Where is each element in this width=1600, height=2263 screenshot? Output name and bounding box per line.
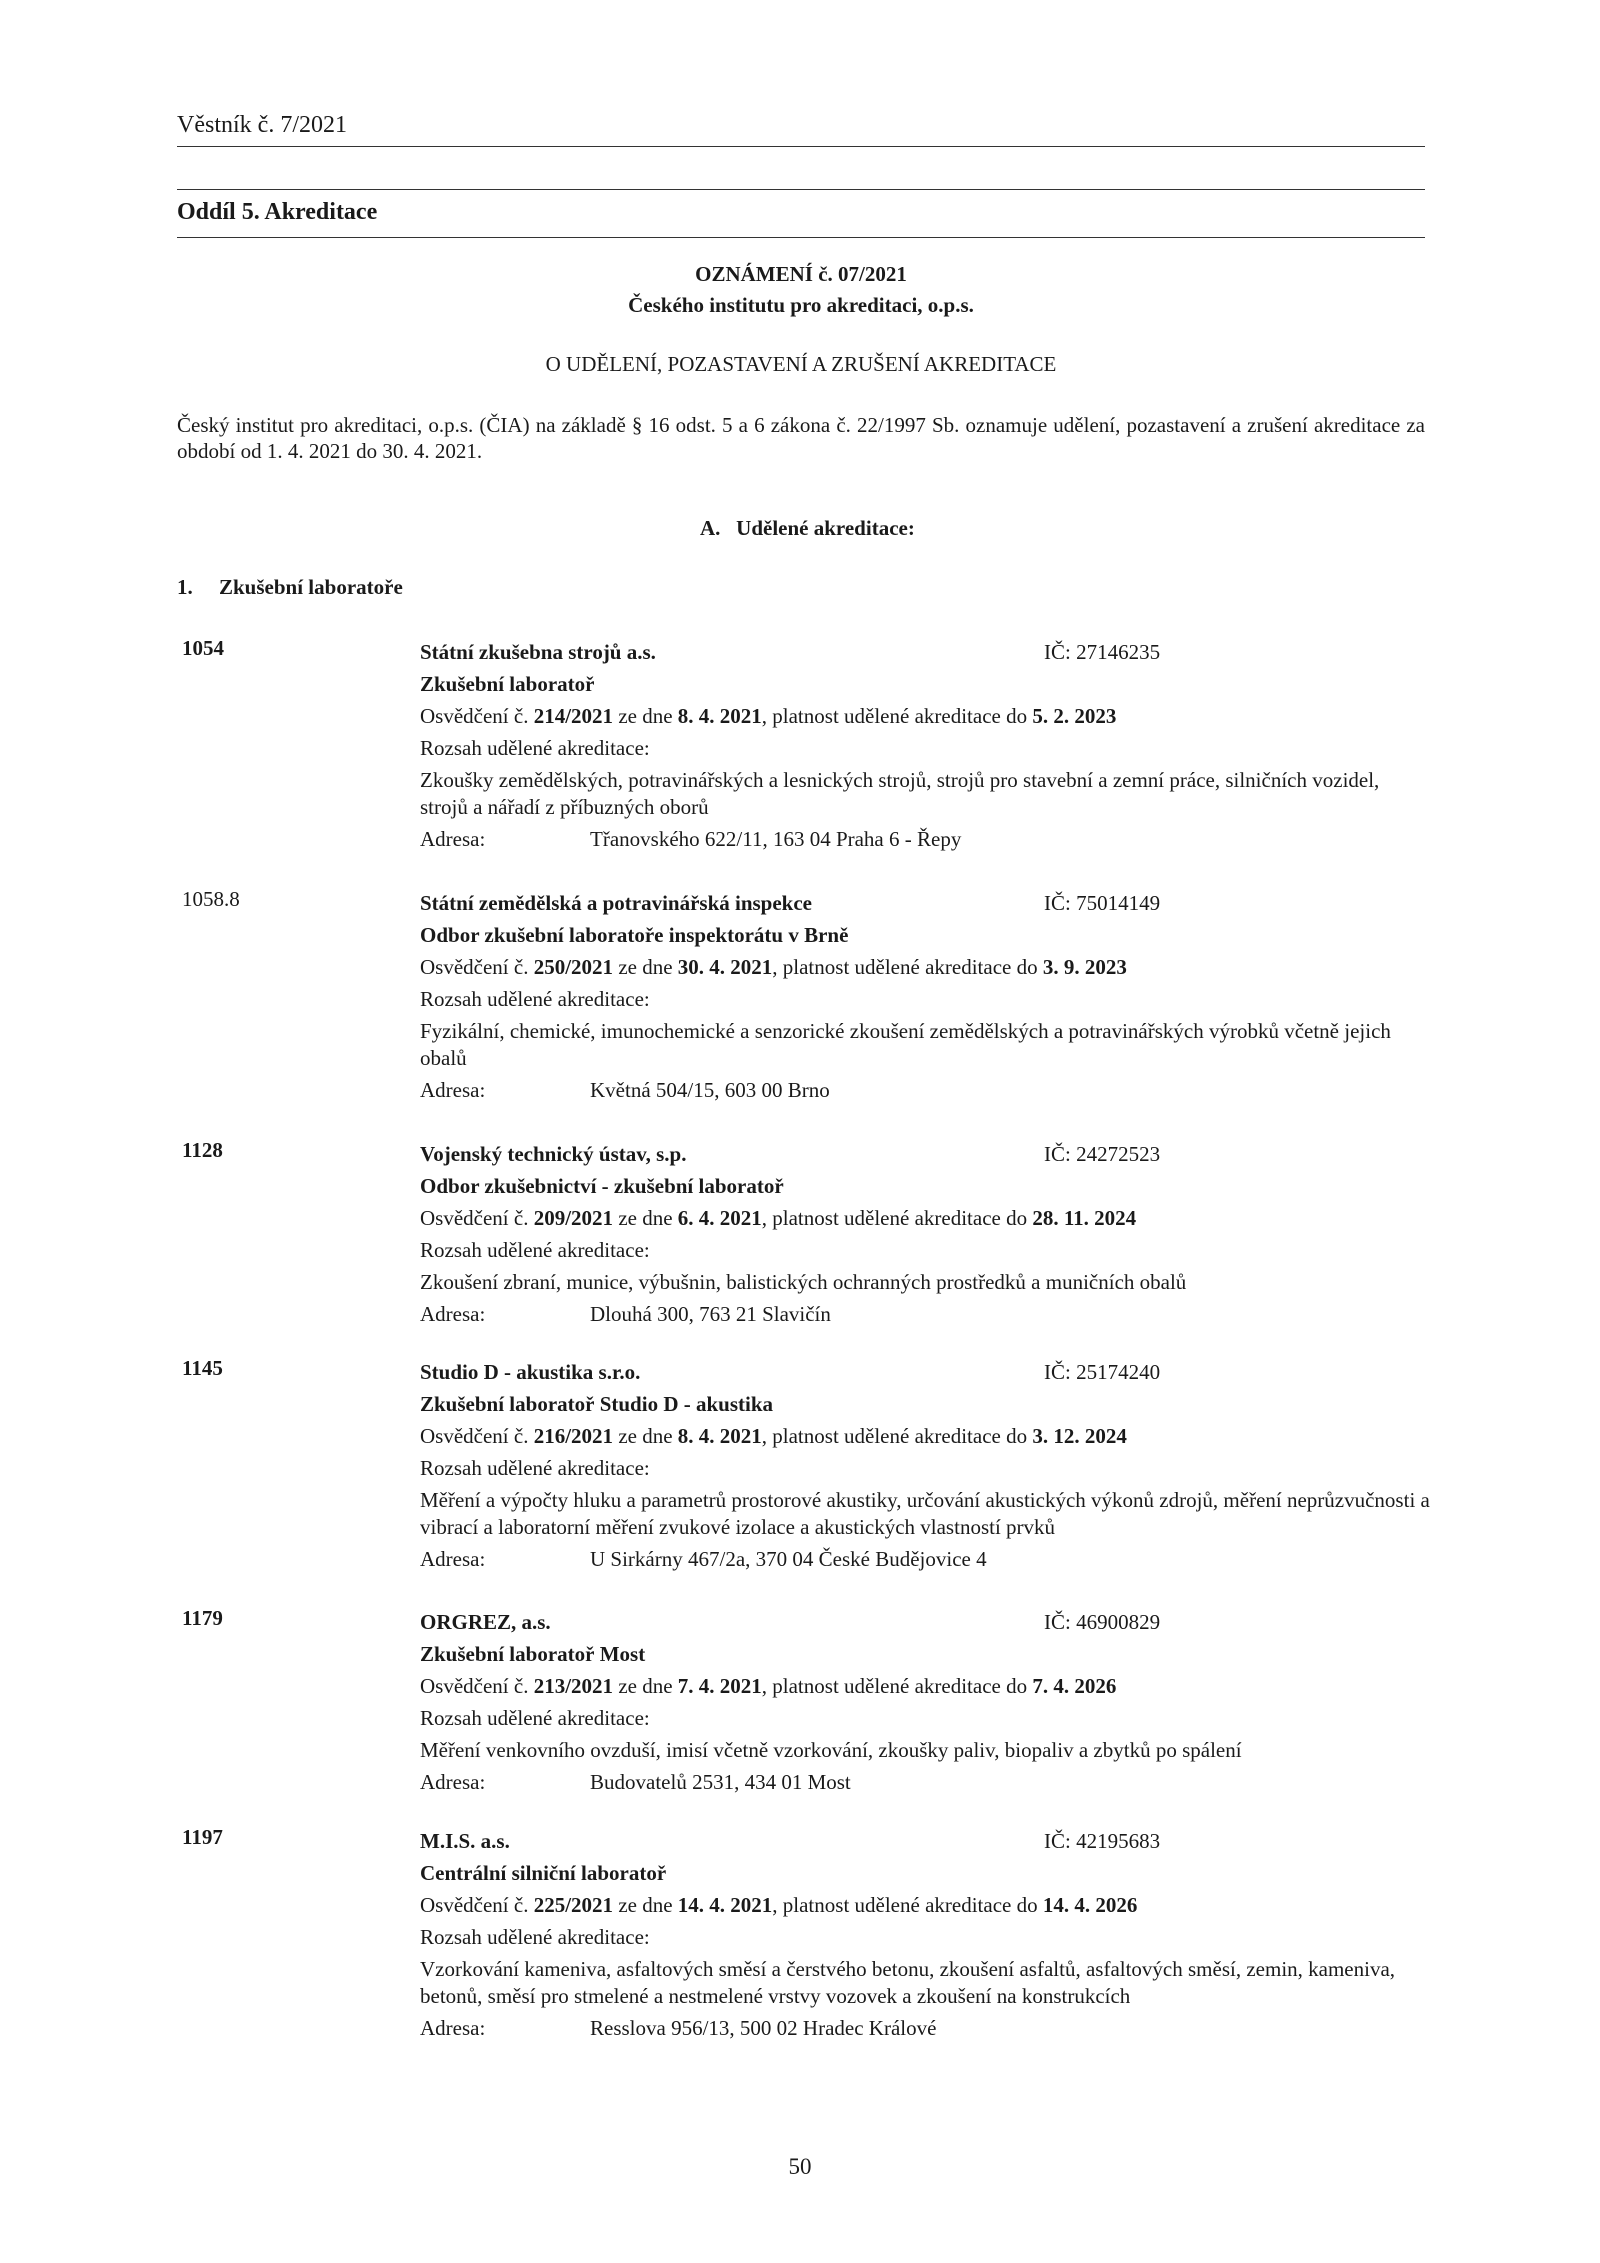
entry-org-line xyxy=(420,887,1430,919)
ic-label: IČ: xyxy=(1044,1360,1077,1384)
valid-label: , platnost udělené akreditace do xyxy=(761,704,1033,728)
entry-unit: Centrální silniční laboratoř xyxy=(420,1861,667,1885)
cert-number: 250/2021 xyxy=(533,955,614,979)
entry-unit: Zkušební laboratoř Studio D - akustika xyxy=(420,1392,774,1416)
cert-label: Osvědčení č. xyxy=(420,704,534,728)
entry-number: 1128 xyxy=(182,1138,223,1162)
date-label: ze dne xyxy=(613,955,678,979)
entry-address: Třanovského 622/11, 163 04 Praha 6 - Řepy xyxy=(590,827,962,851)
valid-label: , platnost udělené akreditace do xyxy=(772,955,1043,979)
notice-intro: Český institut pro akreditaci, o.p.s. (ČIA) na základě § 16 odst. 5 a 6 zákona č. 22/1997 Sb. oznamuje udělení, pozastavení a zrušení akreditace za období od 1. 4. 2021 do 30. 4. 2021. xyxy=(177,413,1425,463)
entry-ic xyxy=(1044,1356,1160,1388)
entry-certificate xyxy=(420,951,1430,983)
valid-label: , platnost udělené akreditace do xyxy=(761,1424,1033,1448)
ic-label: IČ: xyxy=(1044,1829,1077,1853)
entry-ic xyxy=(1044,1825,1160,1857)
valid-until: 3. 9. 2023 xyxy=(1042,955,1127,979)
entry-address-line xyxy=(420,1298,1430,1330)
entry-address-line xyxy=(420,823,1430,855)
valid-until: 7. 4. 2026 xyxy=(1032,1674,1117,1698)
entry-address: Dlouhá 300, 763 21 Slavičín xyxy=(590,1302,831,1326)
entry-org-line xyxy=(420,1356,1430,1388)
entry-scope: Měření venkovního ovzduší, imisí včetně vzorkování, zkoušky paliv, biopaliv a zbytků po spálení xyxy=(420,1738,1242,1762)
entry-certificate xyxy=(420,700,1430,732)
entry-scope: Zkoušení zbraní, munice, výbušnin, balistických ochranných prostředků a muničních obalů xyxy=(420,1270,1187,1294)
entry-scope: Měření a výpočty hluku a parametrů prostorové akustiky, určování akustických výkonů zdrojů, měření neprůzvučnosti a vibrací a laboratorní měření zvukové izolace a akustických vlastností prvků xyxy=(420,1488,1430,1539)
ic-label: IČ: xyxy=(1044,640,1077,664)
entry-org-line xyxy=(420,1138,1430,1170)
entry-number: 1145 xyxy=(182,1356,223,1380)
entry-number: 1054 xyxy=(182,636,224,660)
entry-address: Resslova 956/13, 500 02 Hradec Králové xyxy=(590,2016,937,2040)
notice-issuer: Českého institutu pro akreditaci, o.p.s. xyxy=(628,293,974,317)
section-title: Oddíl 5. Akreditace xyxy=(177,199,378,225)
entry-body xyxy=(420,1606,1430,1798)
scope-label: Rozsah udělené akreditace: xyxy=(420,987,650,1011)
ic-value: 46900829 xyxy=(1076,1610,1161,1634)
entry-scope: Fyzikální, chemické, imunochemické a senzorické zkoušení zemědělských a potravinářských výrobků včetně jejich obalů xyxy=(420,1019,1391,1070)
entry-scope: Zkoušky zemědělských, potravinářských a lesnických strojů, strojů pro stavební a zemní práce, silničních vozidel, strojů a nářadí z příbuzných oborů xyxy=(420,768,1380,819)
notice-subtitle: O UDĚLENÍ, POZASTAVENÍ A ZRUŠENÍ AKREDITACE xyxy=(545,352,1057,376)
ic-value: 24272523 xyxy=(1076,1142,1161,1166)
entry-body xyxy=(420,1138,1430,1330)
cert-date: 8. 4. 2021 xyxy=(677,704,762,728)
entry-scope: Vzorkování kameniva, asfaltových směsí a čerstvého betonu, zkoušení asfaltů, asfaltových směsí, zemin, kameniva, betonů, směsí pro stmelené a nestmelené vrstvy vozovek a zkoušení na konstrukcích xyxy=(420,1957,1396,2008)
section-rule-bottom xyxy=(177,237,1425,238)
part-a-label: A. xyxy=(700,516,721,540)
cert-number: 213/2021 xyxy=(533,1674,614,1698)
scope-label: Rozsah udělené akreditace: xyxy=(420,1238,650,1262)
subsection-number: 1. xyxy=(177,575,193,599)
journal-header: Věstník č. 7/2021 xyxy=(177,112,347,138)
ic-value: 75014149 xyxy=(1076,891,1161,915)
part-a-heading xyxy=(700,516,915,541)
cert-number: 209/2021 xyxy=(533,1206,614,1230)
entry-body xyxy=(420,1825,1430,2044)
part-a-title: Udělené akreditace: xyxy=(736,516,915,540)
entry-certificate xyxy=(420,1420,1430,1452)
entry-address-line xyxy=(420,1543,1430,1575)
valid-label: , platnost udělené akreditace do xyxy=(761,1206,1033,1230)
entry-org-line xyxy=(420,1606,1430,1638)
entry-unit: Zkušební laboratoř Most xyxy=(420,1642,646,1666)
entry-org: M.I.S. a.s. xyxy=(420,1829,510,1853)
date-label: ze dne xyxy=(613,1893,678,1917)
cert-date: 6. 4. 2021 xyxy=(677,1206,762,1230)
subsection-title: Zkušební laboratoře xyxy=(219,575,403,599)
scope-label: Rozsah udělené akreditace: xyxy=(420,1925,650,1949)
entry-ic xyxy=(1044,1138,1160,1170)
entry-body xyxy=(420,1356,1430,1575)
section-rule-top xyxy=(177,189,1425,190)
notice-title: OZNÁMENÍ č. 07/2021 xyxy=(695,262,907,286)
cert-label: Osvědčení č. xyxy=(420,1674,534,1698)
cert-date: 14. 4. 2021 xyxy=(677,1893,773,1917)
entry-address-line xyxy=(420,1766,1430,1798)
entry-org-line xyxy=(420,1825,1430,1857)
cert-date: 30. 4. 2021 xyxy=(677,955,773,979)
entry-unit: Zkušební laboratoř xyxy=(420,672,595,696)
entry-address: Květná 504/15, 603 00 Brno xyxy=(590,1078,830,1102)
cert-label: Osvědčení č. xyxy=(420,955,534,979)
entry-org-line xyxy=(420,636,1430,668)
valid-until: 28. 11. 2024 xyxy=(1032,1206,1137,1230)
address-label: Adresa: xyxy=(420,1078,486,1102)
header-rule xyxy=(177,146,1425,147)
date-label: ze dne xyxy=(613,1674,678,1698)
cert-number: 214/2021 xyxy=(533,704,614,728)
entry-address-line xyxy=(420,2012,1430,2044)
entry-body xyxy=(420,636,1430,855)
date-label: ze dne xyxy=(613,1206,678,1230)
valid-until: 14. 4. 2026 xyxy=(1042,1893,1138,1917)
ic-label: IČ: xyxy=(1044,891,1077,915)
ic-value: 42195683 xyxy=(1076,1829,1161,1853)
cert-number: 225/2021 xyxy=(533,1893,614,1917)
scope-label: Rozsah udělené akreditace: xyxy=(420,1706,650,1730)
ic-value: 27146235 xyxy=(1076,640,1161,664)
address-label: Adresa: xyxy=(420,2016,486,2040)
cert-label: Osvědčení č. xyxy=(420,1893,534,1917)
valid-label: , platnost udělené akreditace do xyxy=(761,1674,1033,1698)
page-number: 50 xyxy=(788,2154,812,2179)
address-label: Adresa: xyxy=(420,1547,486,1571)
entry-body xyxy=(420,887,1430,1106)
date-label: ze dne xyxy=(613,704,678,728)
entry-number: 1058.8 xyxy=(182,887,240,911)
address-label: Adresa: xyxy=(420,1302,486,1326)
entry-ic xyxy=(1044,887,1160,919)
entry-unit: Odbor zkušební laboratoře inspektorátu v Brně xyxy=(420,923,849,947)
entry-certificate xyxy=(420,1202,1430,1234)
entry-org: Vojenský technický ústav, s.p. xyxy=(420,1142,687,1166)
valid-until: 5. 2. 2023 xyxy=(1032,704,1117,728)
ic-label: IČ: xyxy=(1044,1142,1077,1166)
subsection-heading xyxy=(177,575,403,600)
entry-ic xyxy=(1044,1606,1160,1638)
scope-label: Rozsah udělené akreditace: xyxy=(420,1456,650,1480)
entry-certificate xyxy=(420,1670,1430,1702)
cert-number: 216/2021 xyxy=(533,1424,614,1448)
entry-address: Budovatelů 2531, 434 01 Most xyxy=(590,1770,851,1794)
entry-certificate xyxy=(420,1889,1430,1921)
cert-label: Osvědčení č. xyxy=(420,1206,534,1230)
cert-date: 8. 4. 2021 xyxy=(677,1424,762,1448)
cert-date: 7. 4. 2021 xyxy=(677,1674,762,1698)
entry-org: Státní zkušebna strojů a.s. xyxy=(420,640,656,664)
valid-until: 3. 12. 2024 xyxy=(1032,1424,1127,1448)
entry-address-line xyxy=(420,1074,1430,1106)
address-label: Adresa: xyxy=(420,827,486,851)
entry-unit: Odbor zkušebnictví - zkušební laboratoř xyxy=(420,1174,784,1198)
ic-value: 25174240 xyxy=(1076,1360,1161,1384)
entry-address: U Sirkárny 467/2a, 370 04 České Budějovice 4 xyxy=(590,1547,987,1571)
valid-label: , platnost udělené akreditace do xyxy=(772,1893,1043,1917)
entry-org: Státní zemědělská a potravinářská inspekce xyxy=(420,891,813,915)
entry-org: Studio D - akustika s.r.o. xyxy=(420,1360,641,1384)
address-label: Adresa: xyxy=(420,1770,486,1794)
cert-label: Osvědčení č. xyxy=(420,1424,534,1448)
entry-number: 1179 xyxy=(182,1606,223,1630)
entry-org: ORGREZ, a.s. xyxy=(420,1610,551,1634)
date-label: ze dne xyxy=(613,1424,678,1448)
entry-ic xyxy=(1044,636,1160,668)
scope-label: Rozsah udělené akreditace: xyxy=(420,736,650,760)
entry-number: 1197 xyxy=(182,1825,223,1849)
ic-label: IČ: xyxy=(1044,1610,1077,1634)
